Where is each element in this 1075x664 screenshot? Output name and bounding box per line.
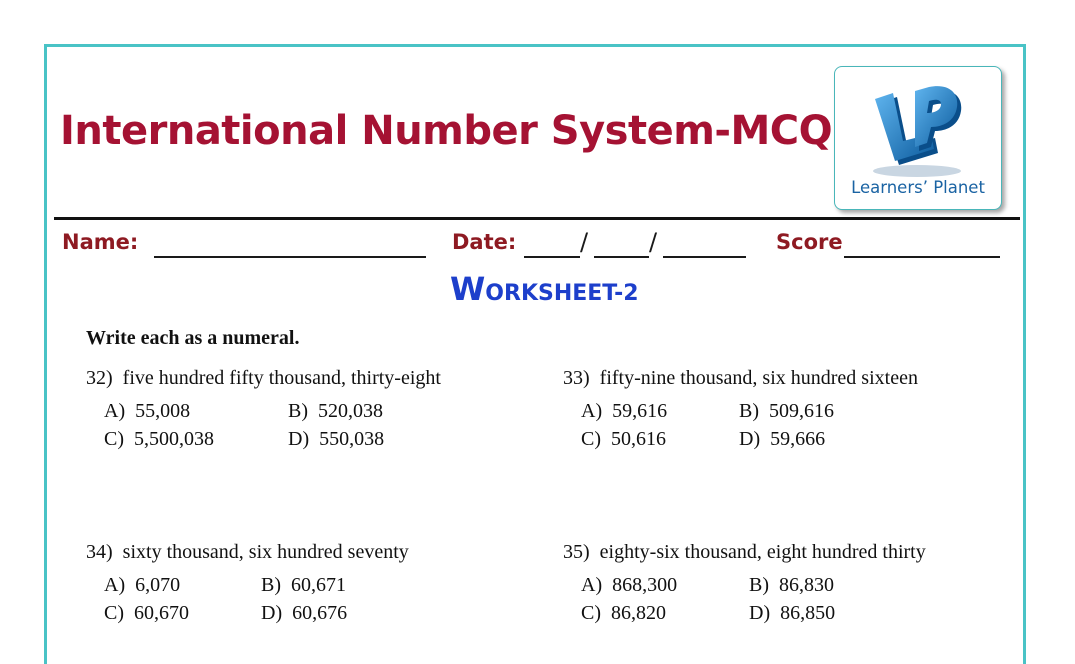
option-34-a[interactable]: A) 6,070 xyxy=(104,574,181,596)
date-month-line[interactable] xyxy=(594,256,649,258)
option-32-a[interactable]: A) 55,008 xyxy=(104,400,191,422)
question-number: 32) xyxy=(86,367,113,389)
option-33-a[interactable]: A) 59,616 xyxy=(581,400,668,422)
learners-planet-logo xyxy=(834,66,1002,210)
option-35-a[interactable]: A) 868,300 xyxy=(581,574,678,596)
option-35-d[interactable]: D) 86,850 xyxy=(749,602,836,624)
score-label: Score xyxy=(776,230,843,254)
question-number: 34) xyxy=(86,541,113,563)
name-field-line[interactable] xyxy=(154,256,426,258)
option-34-b[interactable]: B) 60,671 xyxy=(261,574,346,596)
option-32-d[interactable]: D) 550,038 xyxy=(288,428,385,450)
option-33-d[interactable]: D) 59,666 xyxy=(739,428,826,450)
option-35-b[interactable]: B) 86,830 xyxy=(749,574,834,596)
date-day-line[interactable] xyxy=(524,256,580,258)
question-33 xyxy=(563,367,918,390)
name-label: Name: xyxy=(62,230,139,254)
option-34-d[interactable]: D) 60,676 xyxy=(261,602,348,624)
option-32-c[interactable]: C) 5,500,038 xyxy=(104,428,214,450)
question-number: 33) xyxy=(563,367,590,389)
question-35 xyxy=(563,541,926,564)
question-text: sixty thousand, six hundred seventy xyxy=(122,541,409,563)
question-text: fifty-nine thousand, six hundred sixteen xyxy=(599,367,918,389)
option-33-c[interactable]: C) 50,616 xyxy=(581,428,666,450)
score-field-line[interactable] xyxy=(844,256,1000,258)
question-text: five hundred fifty thousand, thirty-eight xyxy=(122,367,441,389)
option-32-b[interactable]: B) 520,038 xyxy=(288,400,383,422)
date-label: Date: xyxy=(452,230,517,254)
logo-text: Learners’ Planet xyxy=(851,178,985,197)
page-title: International Number System-MCQ xyxy=(60,108,833,154)
date-year-line[interactable] xyxy=(663,256,746,258)
date-separator: / xyxy=(580,228,589,256)
lp-logo-icon xyxy=(865,75,971,179)
option-33-b[interactable]: B) 509,616 xyxy=(739,400,834,422)
header-rule xyxy=(54,217,1020,220)
instructions: Write each as a numeral. xyxy=(86,327,300,349)
question-32 xyxy=(86,367,441,390)
option-34-c[interactable]: C) 60,670 xyxy=(104,602,189,624)
option-35-c[interactable]: C) 86,820 xyxy=(581,602,666,624)
question-number: 35) xyxy=(563,541,590,563)
question-34 xyxy=(86,541,409,564)
question-text: eighty-six thousand, eight hundred thirty xyxy=(599,541,926,563)
worksheet-title: WORKSHEET-2 xyxy=(450,270,639,308)
date-separator: / xyxy=(649,228,658,256)
